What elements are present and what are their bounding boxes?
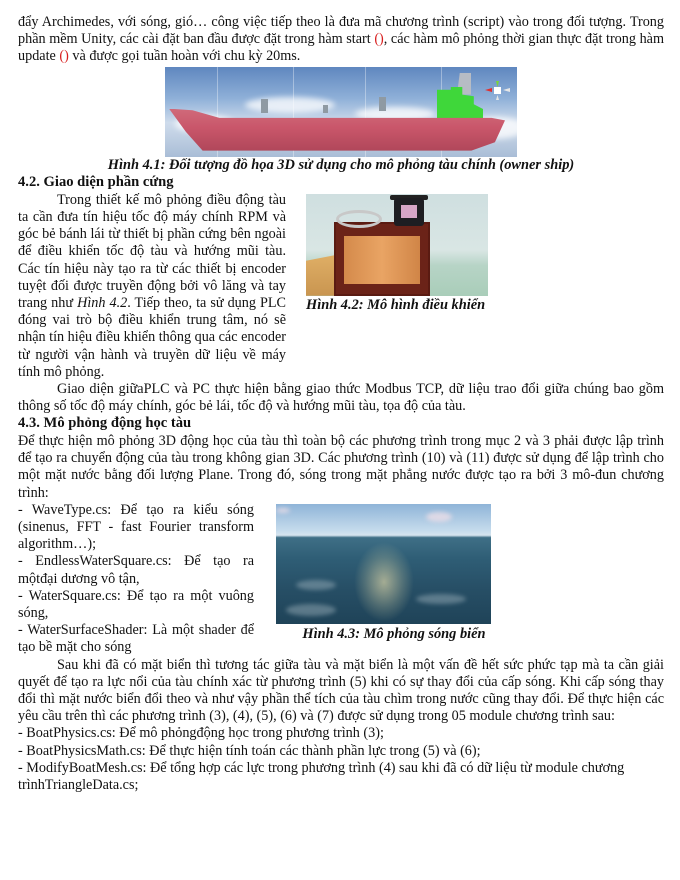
list-item: - BoatPhysicsMath.cs: Để thực hiện tính toán các thành phần lực trong (5) và (6); xyxy=(18,742,481,759)
section-4-3-paragraph-1: Để thực hiện mô phỏng 3D động học của tàu thì toàn bộ các phương trình trong mục 2 và 3 phải được lập trình để tạo ra chuyển động của tàu trong không gian 3D. Các phương trình (10) và (11) được sử dụng để lập trình cho một mặt nước bằng đối lượng Plane. Trong đó, sóng trong mặt phẳng nước được tạo ra bởi 3 mô-đun chương trình: xyxy=(18,433,664,501)
list-item: - EndlessWaterSquare.cs: Để tạo ra mộtđại dương vô tận, xyxy=(18,553,254,587)
figure-ship-3d-image xyxy=(165,67,517,157)
figure-1-caption: Hình 4.1: Đối tượng đồ họa 3D sử dụng cho mô phỏng tàu chính (owner ship) xyxy=(107,156,575,173)
list-item: - ModifyBoatMesh.cs: Để tổng hợp các lực trong phương trình (4) sau khi đã có dữ liệu từ module chương trìnhTriangleData.cs; xyxy=(18,759,625,794)
intro-text-2: , các hàm mô phỏng thời gian thực đặt trong hàm update xyxy=(18,31,664,65)
figure-controller-image xyxy=(306,194,488,296)
wave-modules-section xyxy=(18,502,664,657)
para-text: Trong thiết kế mô phỏng điều động tàu ta cần đưa tín hiệu tốc độ máy chính RPM và góc bẻ bánh lái từ thiết bị phần cứng bên ngoài để điều khiển tốc độ tàu và hướng mũi tàu. Các tín hiệu này tạo ra từ các thiết bị encoder tuyệt đối được truyền động bởi vô lăng và tay trang như xyxy=(18,191,286,312)
intro-text-1: đẩy Archimedes, với sóng, gió… công việc tiếp theo là đưa mã chương trình (script) vào trong đối tượng. Trong phần mềm Unity, các cài đặt ban đầu được đặt trong hàm start xyxy=(18,14,664,48)
intro-text-3: và được gọi tuần hoàn với chu kỳ 20ms. xyxy=(68,48,301,65)
figure-sea-waves-image xyxy=(276,504,491,624)
para-text: . Tiếp theo, ta sử dụng PLC đóng vai trò bộ điều khiển trung tâm, nó sẽ nhận tín hiệu điều khiển thông qua các encoder từ người vận hành và truyền dữ liệu về máy tính mô phỏng. xyxy=(18,295,287,380)
figure-2-caption: Hình 4.2: Mô hình điều khiển xyxy=(306,296,486,313)
ship-deckhouse xyxy=(437,87,483,119)
wave-modules-list xyxy=(18,502,254,657)
throttle-lever xyxy=(394,198,424,226)
steering-wheel xyxy=(336,210,382,228)
figure-reference: Hình 4.2 xyxy=(77,295,128,312)
figure-3-caption: Hình 4.3: Mô phỏng sóng biển xyxy=(302,625,486,642)
list-item: - WaterSquare.cs: Để tạo ra một vuông sóng, xyxy=(18,587,254,622)
list-item: - BoatPhysics.cs: Để mô phỏngđộng học trong phương trình (3); xyxy=(18,725,384,742)
intro-paragraph xyxy=(18,14,664,66)
section-4-2-paragraph-1 xyxy=(18,192,286,381)
transform-gizmo-icon xyxy=(483,79,511,101)
section-4-3-paragraph-2: Sau khi đã có mặt biển thì tương tác giữa tàu và mặt biển là một vấn đề hết sức phức tạp mà ta cần giải quyết để tạo ra lực nổi của tàu chính xác từ phương trình (5) khi có sự thay đổi của cấp sóng. Khi cấp sóng thay đổi thì mặt nước biển đổi theo và như vậy phần thể tích của tàu chìm trong nước cũng thay đổi. Để thực hiện các yêu cầu trên thì các phương trình (3), (4), (5), (6) và (7) được sử dụng trong 05 module chương trình sau: xyxy=(18,656,664,725)
section-4-3-heading: 4.3. Mô phỏng động học tàu xyxy=(18,415,192,432)
list-item: - WaveType.cs: Để tạo ra kiểu sóng (sinenus, FFT - fast Fourier transform algorithm…); xyxy=(18,501,254,553)
section-4-2-body xyxy=(18,192,664,381)
document-page xyxy=(18,14,664,794)
start-parens: () xyxy=(374,31,384,48)
list-item: - WaterSurfaceShader: Là một shader để tạo bề mặt cho sóng xyxy=(18,622,254,656)
controller-cabinet xyxy=(334,222,430,296)
section-4-2-heading: 4.2. Giao diện phần cứng xyxy=(18,174,174,191)
update-parens: () xyxy=(59,48,69,65)
section-4-2-paragraph-2: Giao diện giữaPLC và PC thực hiện bằng giao thức Modbus TCP, dữ liệu trao đổi giữa chúng bao gồm thông số tốc độ máy chính, góc bẻ lái, tốc độ và hướng mũi tàu, tọa độ của tàu. xyxy=(18,381,664,415)
